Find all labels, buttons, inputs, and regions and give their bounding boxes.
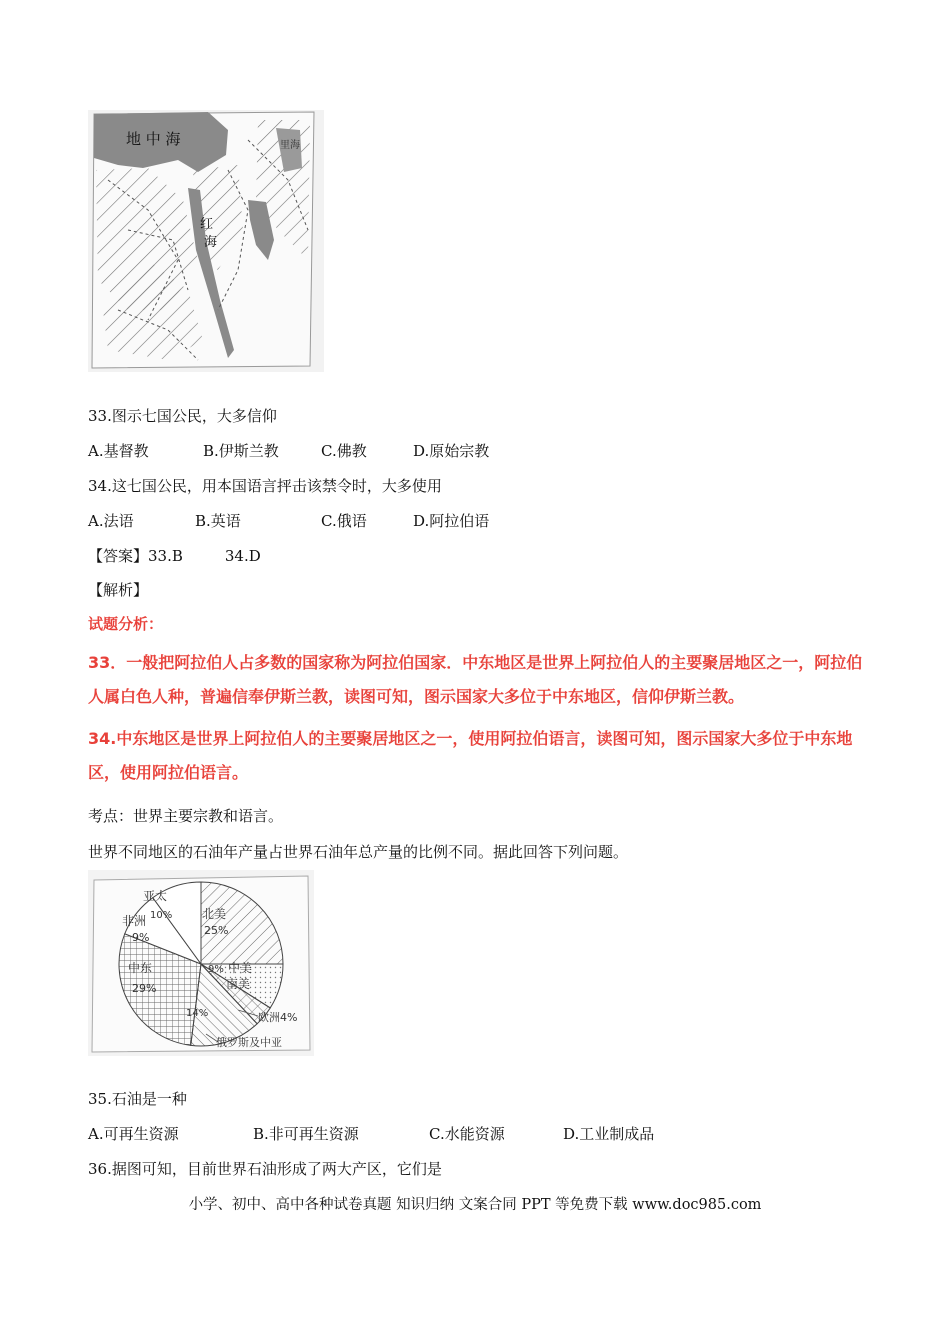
q35-stem: 35.石油是一种: [88, 1090, 187, 1108]
label-central-america-1: 中美: [228, 961, 253, 975]
analysis-label: 【解析】: [88, 581, 149, 599]
q35-option-c[interactable]: C.水能资源: [429, 1125, 505, 1143]
q35-options: [88, 1124, 654, 1144]
other-sea-label: 里海: [280, 140, 300, 151]
q33-option-a[interactable]: A.基督教: [88, 442, 149, 460]
q33-options: [88, 441, 489, 461]
label-asia-pacific-pct: 10%: [150, 910, 173, 921]
q33-option-b[interactable]: B.伊斯兰教: [203, 442, 279, 460]
oil-production-pie-chart: [88, 870, 314, 1056]
q34-options: [88, 511, 489, 531]
mediterranean-label: 地 中 海: [126, 130, 181, 148]
kaodian: 考点：世界主要宗教和语言。: [88, 807, 284, 825]
label-europe: 欧洲4%: [258, 1011, 298, 1024]
label-africa-pct: 9%: [132, 931, 150, 944]
label-north-america-pct: 25%: [204, 924, 229, 937]
red-sea-label-1: 红: [200, 217, 214, 232]
analysis-33: 33．一般把阿拉伯人占多数的国家称为阿拉伯国家．中东地区是世界上阿拉伯人的主要聚居地区之一，阿拉伯人属白色人种，普遍信奉伊斯兰教，读图可知，图示国家大多位于中东地区，信仰伊斯兰教。: [88, 653, 863, 706]
answer-line: [88, 546, 261, 566]
label-russia: 俄罗斯及中亚: [216, 1036, 282, 1049]
label-middle-east-pct: 29%: [132, 982, 157, 995]
q34-option-b[interactable]: B.英语: [195, 512, 241, 530]
label-middle-east: 中东: [128, 961, 153, 975]
q35-option-a[interactable]: A.可再生资源: [88, 1125, 179, 1143]
q33-option-c[interactable]: C.佛教: [321, 442, 367, 460]
red-sea-label-2: 海: [204, 235, 218, 250]
q34-option-d[interactable]: D.阿拉伯语: [413, 512, 490, 530]
answer-34: 34.D: [224, 547, 261, 565]
label-central-america-pct: 9%: [208, 964, 224, 975]
q34-option-a[interactable]: A.法语: [88, 512, 134, 530]
label-africa: 非洲: [122, 914, 147, 928]
answer-label: 【答案】33.B: [88, 547, 183, 565]
q33-stem: 33.图示七国公民，大多信仰: [88, 407, 277, 425]
intro-text: 世界不同地区的石油年产量占世界石油年总产量的比例不同。据此回答下列问题。: [88, 843, 629, 861]
footer-text: 小学、初中、高中各种试卷真题 知识归纳 文案合同 PPT 等免费下载 www.doc985.com: [188, 1197, 762, 1213]
q33-option-d[interactable]: D.原始宗教: [413, 442, 490, 460]
label-russia-pct: 14%: [186, 1008, 209, 1019]
q36-stem: 36.据图可知，目前世界石油形成了两大产区，它们是: [88, 1160, 442, 1178]
q35-option-d[interactable]: D.工业制成品: [563, 1125, 655, 1143]
q34-stem: 34.这七国公民，用本国语言抨击该禁令时，大多使用: [88, 477, 442, 495]
q35-option-b[interactable]: B.非可再生资源: [253, 1125, 359, 1143]
middle-east-map: [88, 110, 324, 372]
analysis-title: 试题分析：: [88, 615, 164, 633]
q34-option-c[interactable]: C.俄语: [321, 512, 367, 530]
label-central-america-2: 南美: [226, 977, 251, 991]
analysis-34: 34.中东地区是世界上阿拉伯人的主要聚居地区之一，使用阿拉伯语言，读图可知，图示国家大多位于中东地区，使用阿拉伯语言。: [88, 729, 853, 782]
label-north-america: 北美: [202, 907, 227, 921]
label-asia-pacific: 亚太: [143, 889, 168, 903]
